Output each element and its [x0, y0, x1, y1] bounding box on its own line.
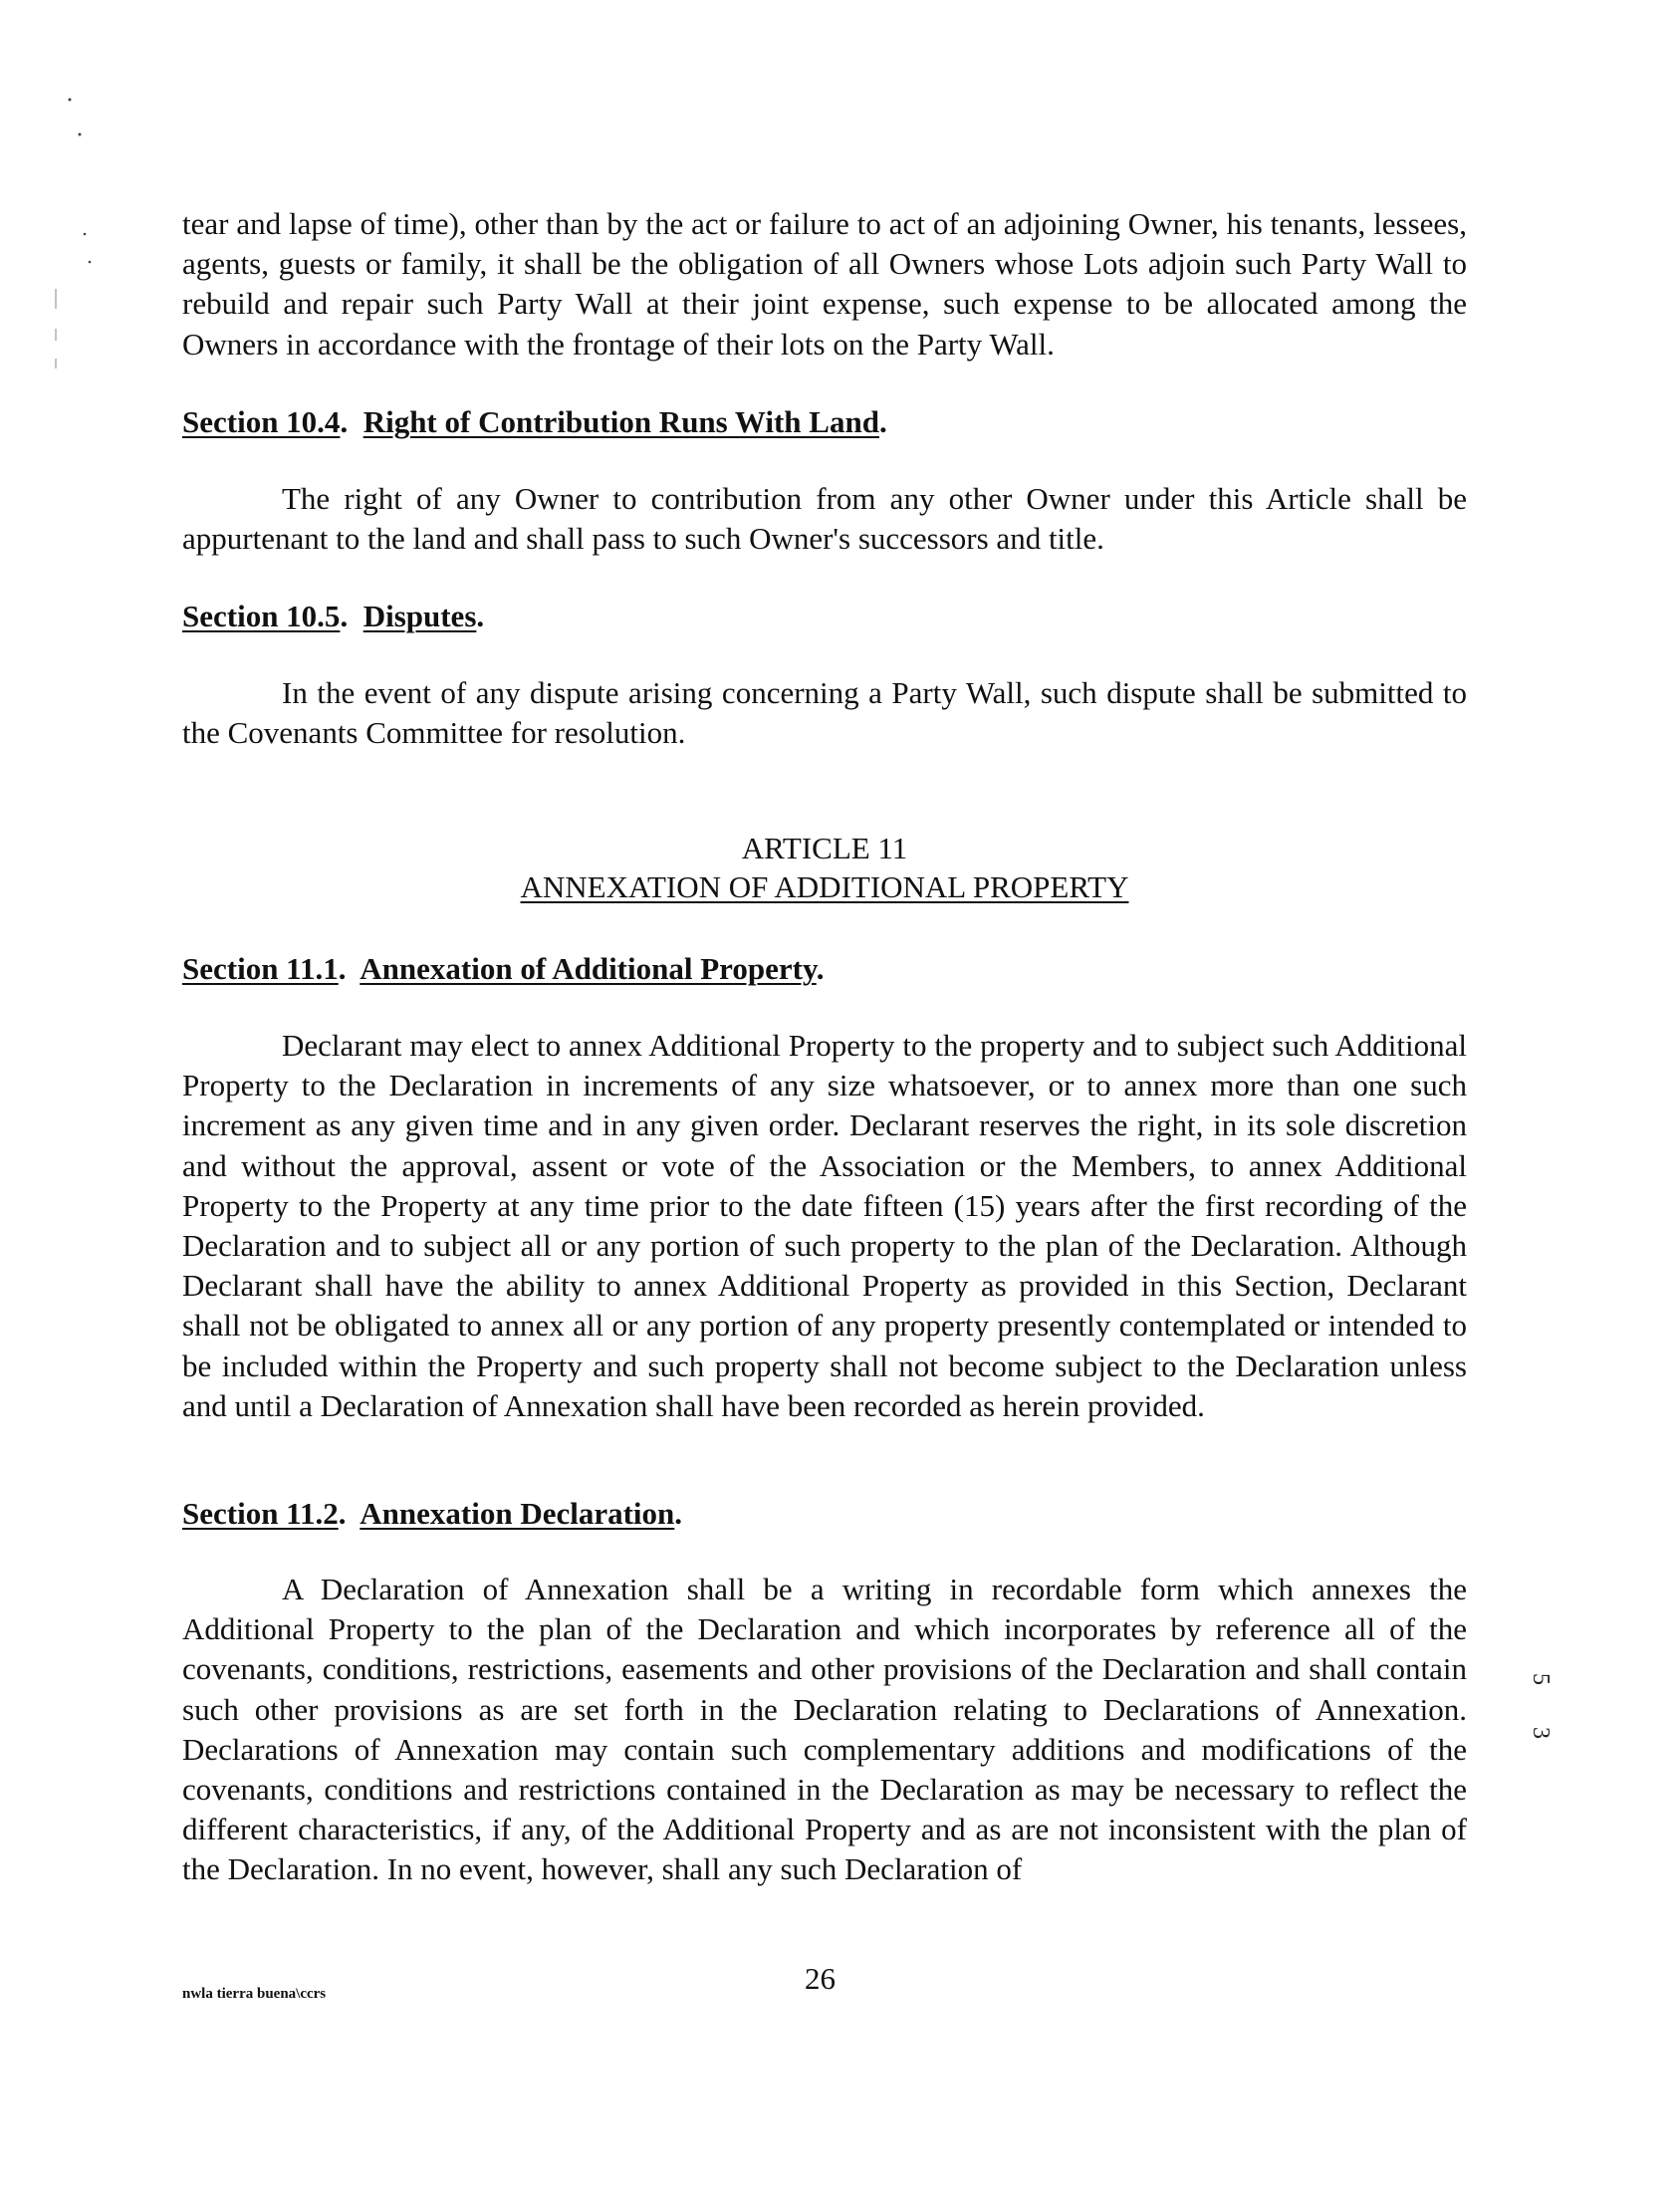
- section-number: Section 11.2: [182, 1496, 339, 1531]
- section-number: Section 11.1: [182, 951, 339, 986]
- section-10-5-body: In the event of any dispute arising concerning a Party Wall, such dispute shall be submitted to the Covenants Committee for resolution.: [182, 675, 1467, 751]
- recording-stamp-text: 5 3: [1528, 1673, 1554, 1757]
- section-11-1-body: Declarant may elect to annex Additional Property to the property and to subject such Additional Property to the Declaration in increments of any size whatsoever, or to annex more than one such increment as any given time and in any given order. Declarant reserves the right, in its sole discretion and without the approval, assent or vote of the Association or the Members, to annex Additional Property to the Property at any time prior to the date fifteen (15) years after the first recording of the Declaration and to subject all or any portion of such property to the plan of the Declaration. Although Declarant shall have the ability to annex Additional Property as provided in this Section, Declarant shall not be obligated to annex all or any portion of any property presently contemplated or intended to be included within the Property and such property shall not become subject to the Declaration unless and until a Declaration of Annexation shall have been recorded as herein provided.: [182, 1028, 1467, 1423]
- scan-specks: [50, 40, 110, 438]
- section-11-1-heading: Section 11.1. Annexation of Additional Property.: [182, 951, 825, 986]
- section-title: Annexation of Additional Property: [360, 951, 817, 986]
- section-10-5-heading: Section 10.5. Disputes.: [182, 599, 485, 633]
- section-11-2-body: A Declaration of Annexation shall be a writing in recordable form which annexes the Additional Property to the plan of the Declaration and which incorporates by reference all of the covenants, conditions, restrictions, easements and other provisions of the Declaration and shall contain such other provisions as are set forth in the Declaration relating to Declarations of Annexation. Declarations of Annexation may contain such complementary additions and modifications of the covenants, conditions and restrictions contained in the Declaration as may be necessary to reflect the different characteristics, if any, of the Additional Property and as are not inconsistent with the plan of the Declaration. In no event, however, shall any such Declaration of: [182, 1572, 1467, 1887]
- footer-file-reference: nwla tierra buena\ccrs: [182, 1986, 327, 2002]
- section-title: Annexation Declaration: [360, 1496, 675, 1531]
- section-title: Disputes: [362, 599, 477, 633]
- section-title: Right of Contribution Runs With Land: [362, 404, 879, 439]
- section-10-4-body: The right of any Owner to contribution from any other Owner under this Article shall be appurtenant to the land and shall pass to such Owner's successors and title.: [182, 481, 1467, 557]
- section-11-2-heading: Section 11.2. Annexation Declaration.: [182, 1496, 683, 1531]
- article-title-text: ANNEXATION OF ADDITIONAL PROPERTY: [520, 869, 1129, 904]
- article-label: ARTICLE 11: [741, 831, 908, 865]
- article-title: [182, 867, 1467, 907]
- continuation-paragraph: tear and lapse of time), other than by the act or failure to act of an adjoining Owner, his tenants, lessees, agents, guests or family, it shall be the obligation of all Owners whose Lots adjoin such Party Wall to rebuild and repair such Party Wall at their joint expense, such expense to be allocated among the Owners in accordance with the frontage of their lots on the Party Wall.: [182, 206, 1467, 362]
- section-10-4-heading: Section 10.4. Right of Contribution Runs With Land.: [182, 404, 887, 439]
- recording-stamp: [1524, 1673, 1554, 1833]
- section-number: Section 10.4: [182, 404, 341, 439]
- section-number: Section 10.5: [182, 599, 341, 633]
- page-number: 26: [805, 1961, 836, 1996]
